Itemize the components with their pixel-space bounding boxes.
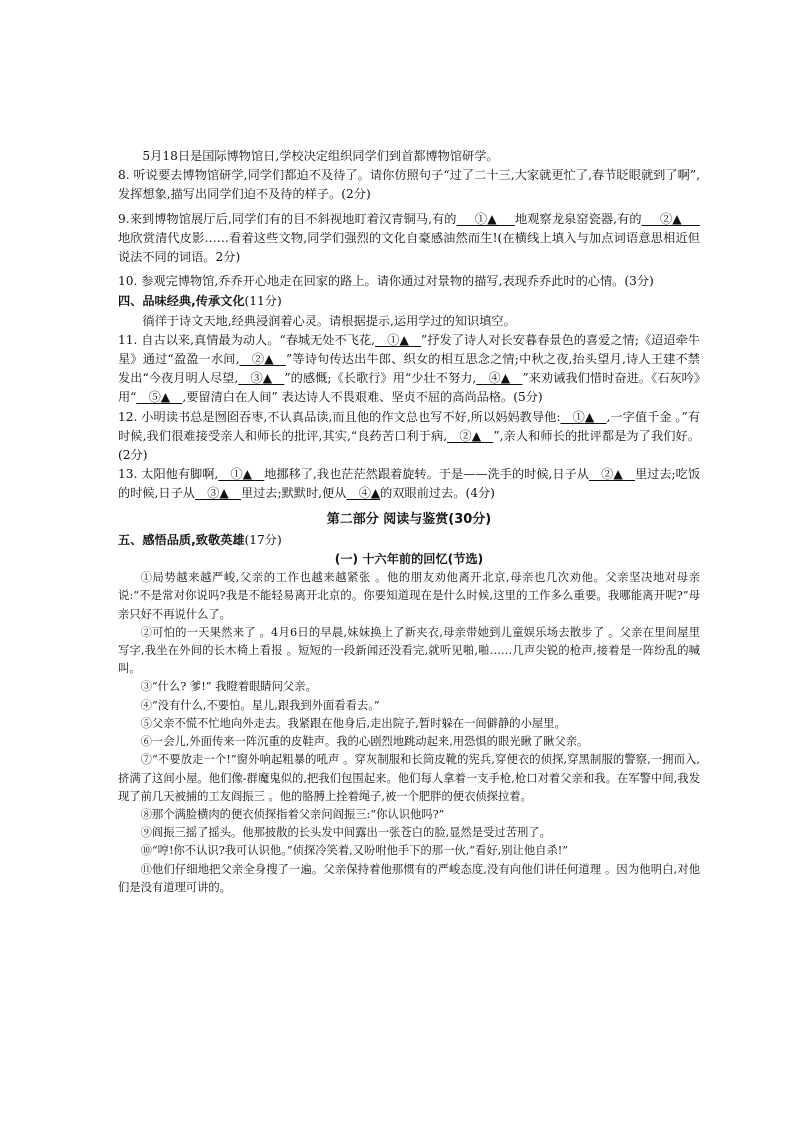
q13-text-c: 里过去;吃饭的时候,日子从 (118, 467, 701, 501)
q9-blank-2[interactable]: ___②▲___ (641, 211, 701, 226)
passage-paragraph: ③“什么? 爹!” 我瞪着眼睛问父亲。 (140, 680, 317, 694)
passage-paragraph: ⑪他们仔细地把父亲全身搜了一遍。父亲保持着他那惯有的严峻态度,没有向他们讲任何道理 。因为他明白,对他们是没有道理可讲的。 (118, 862, 700, 894)
passage-paragraph: ⑥一会儿,外面传来一阵沉重的皮鞋声。我的心剧烈地跳动起来,用恐惧的眼光瞅了瞅父亲。 (140, 735, 589, 749)
question-8: 8. 听说要去博物馆研学,同学们都迫不及待了。请你仿照句子“过了二十三,大家就更忙了,春节眨眼就到了啊”,发挥想象,描写出同学们迫不及待的样子。(2分) (118, 168, 700, 202)
passage-paragraph: ⑨阎振三摇了摇头。他那披散的长头发中间露出一张苍白的脸,显然是受过苦刑了。 (140, 826, 551, 840)
q9-text-c: 地欣赏清代皮影……看着这些文物,同学们强烈的文化自豪感油然而生!(在横线上填入与加点词语意思相近但说法不同的词语。2分) (118, 230, 700, 265)
part-2-heading: 第二部分 阅读与鉴赏(30分) (326, 511, 492, 527)
q9-text-a: 9.来到博物馆展厅后,同学们有的目不斜视地盯着汉青铜马,有的 (118, 211, 457, 226)
q11-text-e: ”来劝诫我们惜时奋进。《石灰吟》用“ (118, 371, 701, 405)
question-13 (118, 465, 700, 503)
q11-text-f: ,要留清白在人间” 表达诗人不畏艰难、坚贞不屈的高尚品格。(5分) (182, 390, 543, 405)
passage-paragraph: ⑧那个满脸横肉的便衣侦探指着父亲问阎振三:“你认识他吗?” (140, 807, 445, 821)
section-5-heading (118, 531, 700, 550)
passage-paragraph: ①局势越来越严峻,父亲的工作也越来越紧张 。他的朋友劝他离开北京,母亲也几次劝他。父亲坚决地对母亲说:“不是常对你说吗?我是不能轻易离开北京的。你要知道现在是什么时候,这里的工作多么重要。我哪能离开呢?”母亲只好不再说什么了。 (118, 571, 700, 621)
question-12 (118, 408, 700, 466)
passage-title: (一) 十六年前的回忆(节选) (334, 552, 484, 567)
section-4-heading (118, 292, 700, 311)
q11-text-b: ”抒发了诗人对长安暮春景色的喜爱之情;《迢迢牵牛星》通过“盈盈一水间, (118, 332, 700, 367)
q13-text-a: 13. 太阳他有脚啊, (118, 467, 219, 482)
q13-blank-4[interactable]: __④▲ (346, 486, 381, 501)
q11-text-c: ”等诗句传达出牛郎、织女的相互思念之情;中秋之夜,抬头望月,诗人王建不禁发出“今夜月明人尽望, (118, 352, 700, 386)
passage-body (118, 569, 700, 897)
q13-blank-2[interactable]: __②▲__ (588, 467, 635, 482)
passage-paragraph: ②可怕的一天果然来了 。4月6日的早晨,妹妹换上了新夹衣,母亲带她到儿童娱乐场去散步了 。父亲在里间屋里写字,我坐在外间的长木椅上看报 。短短的一段新闻还没看完,就听见啪,啪……几声尖锐的枪声,接着是一阵纷乱的喊叫。 (118, 625, 700, 676)
q13-text-e: 的双眼前过去。(4分) (380, 486, 495, 501)
section-4-points: (11分) (244, 294, 282, 309)
passage-paragraph: ⑩“哼!你不认识?我可认识他。”侦探冷笑着,又吩咐他手下的那一伙,“看好,别让他自杀!” (140, 844, 569, 858)
q12-text-a: 12. 小明读书总是囫囵吞枣,不认真品读,而且他的作文总也写不好,所以妈妈教导他: (118, 409, 561, 424)
question-11 (118, 331, 700, 408)
q11-blank-1[interactable]: __①▲__ (375, 332, 422, 347)
q12-blank-2[interactable]: __②▲__ (447, 428, 494, 443)
q13-blank-3[interactable]: __③▲__ (195, 486, 241, 501)
q13-blank-1[interactable]: __①▲__ (218, 467, 265, 482)
question-9 (118, 210, 700, 268)
q11-blank-3[interactable]: __③▲__ (238, 371, 285, 386)
q12-blank-1[interactable]: __①▲__ (560, 409, 607, 424)
exam-page (118, 147, 700, 897)
q9-blank-1[interactable]: ___①▲___ (456, 211, 515, 226)
q12-text-c: ”,亲人和师长的批评都是为了我们好。(2分) (118, 428, 701, 463)
section-5-points: (17分) (244, 532, 282, 547)
section-4-intro: 徜徉于诗文天地,经典浸润着心灵。请根据提示,运用学过的知识填空。 (142, 313, 516, 328)
q9-text-b: 地观察龙泉窑瓷器,有的 (514, 211, 642, 226)
q11-blank-4[interactable]: __④▲__ (476, 371, 523, 386)
section-5-title: 五、感悟品质,致敬英雄 (118, 532, 245, 547)
q13-text-b: 地挪移了,我也茫茫然跟着旋转。于是——洗手的时候,日子从 (264, 467, 589, 482)
question-10: 10. 参观完博物馆,乔乔开心地走在回家的路上。请你通过对景物的描写,表现乔乔此时的心情。(3分) (118, 274, 654, 289)
passage-paragraph: ④“没有什么,不要怕。星儿,跟我到外面看看去。” (140, 698, 380, 712)
q11-blank-5[interactable]: __⑤▲__ (136, 390, 183, 405)
section-4-title: 四、品味经典,传承文化 (118, 294, 245, 309)
q11-blank-2[interactable]: __②▲__ (239, 352, 286, 367)
intro-line: 5月18日是国际博物馆日,学校决定组织同学们到首都博物馆研学。 (142, 149, 499, 163)
q11-text-d: ”的感慨;《长歌行》用“少壮不努力, (284, 371, 477, 386)
q12-text-b: ,一字值千金 。”有时候,我们很难接受亲人和师长的批评,其实,“良药苦口利于病, (118, 409, 701, 443)
q13-text-d: 里过去;默默时,便从 (240, 486, 347, 501)
passage-paragraph: ⑤父亲不慌不忙地向外走去。我紧跟在他身后,走出院子,暂时躲在一间僻静的小屋里。 (140, 716, 566, 730)
q11-text-a: 11. 自古以来,真情最为动人。“春城无处不飞花, (118, 332, 376, 347)
passage-paragraph: ⑦“不要放走一个!”窗外响起粗暴的吼声 。穿灰制服和长筒皮靴的宪兵,穿便衣的侦探,穿黑制服的警察,一拥而入,挤满了这间小屋。他们像-群魔鬼似的,把我们包围起来。他们每人拿着一支手枪,枪口对着父亲和我。在军警中间,我发现了前几天被捕的工友阎振三 。他的胳膊上拴着绳子,被一个肥胖的便衣侦探拉着。 (118, 753, 700, 803)
